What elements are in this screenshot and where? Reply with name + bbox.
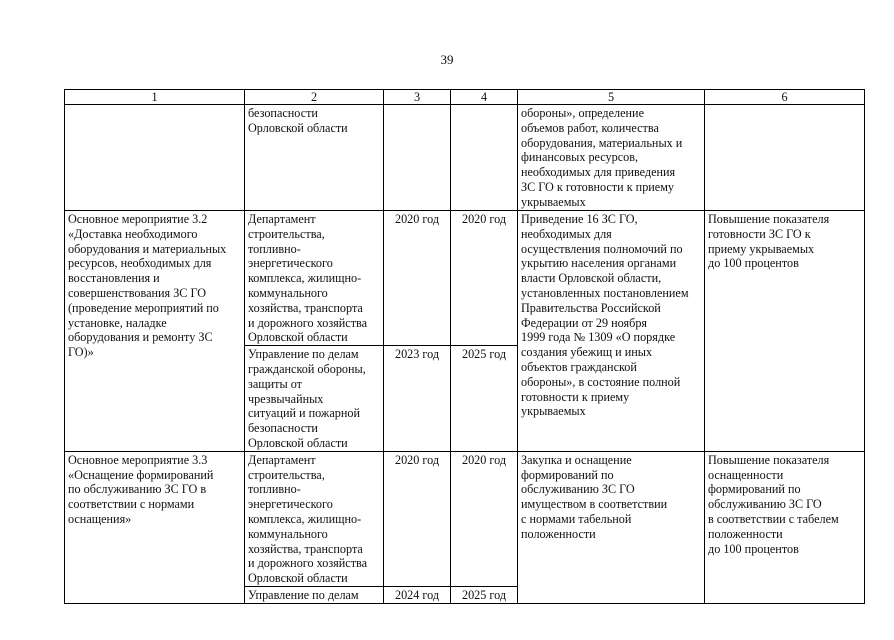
cell-end-year: 2025 год <box>451 346 518 452</box>
page-number: 39 <box>440 52 454 67</box>
cell-measure-title: Основное мероприятие 3.2 «Доставка необходимого оборудования и материальных ресурсов, необходимых для восстановления и совершенствования ЗС ГО (проведение мероприятий по установке, наладке оборудования и ремонту ЗС ГО)» <box>65 211 245 452</box>
cell-end-year: 2020 год <box>451 451 518 586</box>
cell-indicator: Повышение показателя оснащенности формирований по обслуживанию ЗС ГО в соответствии с табелем положенности до 100 процентов <box>705 451 865 603</box>
cell-empty <box>451 105 518 211</box>
header-col-2: 2 <box>245 90 384 105</box>
cell-executor: Департамент строительства, топливно- энергетического комплекса, жилищно- коммунального хозяйства, транспорта и дорожного хозяйства Орловской области <box>245 211 384 346</box>
measures-table <box>64 89 865 604</box>
table-row-measure-3-2 <box>65 211 865 346</box>
table-row-measure-3-3 <box>65 451 865 586</box>
cell-start-year: 2023 год <box>384 346 451 452</box>
cell-result: Приведение 16 ЗС ГО, необходимых для осуществления полномочий по укрытию населения органами власти Орловской области, установленных постановлением Правительства Российской Федерации от 29 ноября 1999 года № 1309 «О порядке создания убежищ и иных объектов гражданской обороны», в состояние полной готовности к приему укрываемых <box>518 211 705 452</box>
cell-result: обороны», определение объемов работ, количества оборудования, материальных и финансовых ресурсов, необходимых для приведения ЗС ГО к готовности к приему укрываемых <box>518 105 705 211</box>
cell-end-year: 2020 год <box>451 211 518 346</box>
header-col-3: 3 <box>384 90 451 105</box>
header-col-6: 6 <box>705 90 865 105</box>
header-col-5: 5 <box>518 90 705 105</box>
cell-start-year: 2020 год <box>384 211 451 346</box>
cell-result: Закупка и оснащение формирований по обслуживанию ЗС ГО имуществом в соответствии с нормами табельной положенности <box>518 451 705 603</box>
header-col-1: 1 <box>65 90 245 105</box>
cell-executor: Департамент строительства, топливно- энергетического комплекса, жилищно- коммунального хозяйства, транспорта и дорожного хозяйства Орловской области <box>245 451 384 586</box>
header-col-4: 4 <box>451 90 518 105</box>
table-row-continuation <box>65 105 865 211</box>
cell-executor: Управление по делам гражданской обороны, защиты от чрезвычайных ситуаций и пожарной безопасности Орловской области <box>245 346 384 452</box>
cell-indicator: Повышение показателя готовности ЗС ГО к приему укрываемых до 100 процентов <box>705 211 865 452</box>
cell-measure-title: Основное мероприятие 3.3 «Оснащение формирований по обслуживанию ЗС ГО в соответствии с нормами оснащения» <box>65 451 245 603</box>
cell-start-year: 2020 год <box>384 451 451 586</box>
cell-start-year: 2024 год <box>384 586 451 603</box>
cell-empty <box>384 105 451 211</box>
cell-empty <box>705 105 865 211</box>
header-row <box>65 90 865 105</box>
cell-executor: безопасности Орловской области <box>245 105 384 211</box>
cell-executor: Управление по делам <box>245 586 384 603</box>
cell-empty <box>65 105 245 211</box>
cell-end-year: 2025 год <box>451 586 518 603</box>
